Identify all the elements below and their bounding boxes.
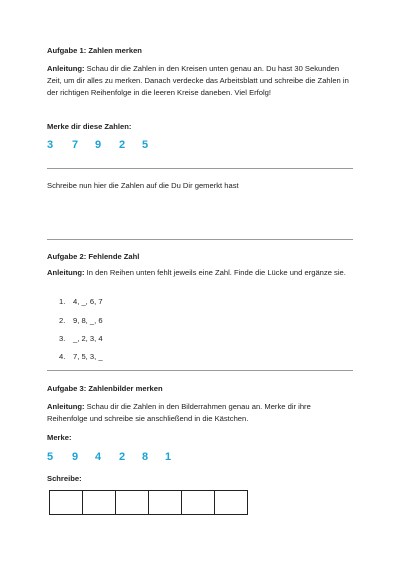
task1-number: 3 bbox=[47, 139, 54, 151]
task2-title: Aufgabe 2: Fehlende Zahl bbox=[47, 252, 140, 261]
answer-box[interactable] bbox=[49, 490, 83, 515]
task2-instruction-text: In den Reihen unten fehlt jeweils eine Zahl. Finde die Lücke und ergänze sie. bbox=[84, 268, 346, 277]
task2-instruction bbox=[47, 267, 353, 279]
divider bbox=[47, 168, 353, 169]
task3-instruction-text: Schau dir die Zahlen in den Bilderrahmen genau an. Merke dir ihre Reihenfolge und schreibe sie anschließend in die Kästchen. bbox=[47, 402, 311, 424]
answer-box[interactable] bbox=[181, 490, 215, 515]
answer-box[interactable] bbox=[148, 490, 182, 515]
divider bbox=[47, 370, 353, 371]
list-item-sequence: 9, 8, _, 6 bbox=[73, 316, 103, 325]
list-item-number: 1. bbox=[59, 297, 66, 306]
task2-instruction-label: Anleitung: bbox=[47, 268, 85, 277]
task3-write-label: Schreibe: bbox=[47, 474, 82, 483]
task3-number: 8 bbox=[142, 451, 149, 463]
task1-instruction-label: Anleitung: bbox=[47, 64, 85, 73]
list-item-number: 4. bbox=[59, 352, 66, 361]
list-item-sequence: 7, 5, 3, _ bbox=[73, 352, 103, 361]
task3-instruction-label: Anleitung: bbox=[47, 402, 85, 411]
task3-number: 1 bbox=[165, 451, 172, 463]
task1-instruction bbox=[47, 63, 353, 100]
task3-title: Aufgabe 3: Zahlenbilder merken bbox=[47, 384, 163, 393]
task1-title: Aufgabe 1: Zahlen merken bbox=[47, 46, 142, 55]
task1-memorize-label: Merke dir diese Zahlen: bbox=[47, 122, 132, 131]
task1-number: 2 bbox=[119, 139, 126, 151]
list-item-sequence: 4, _, 6, 7 bbox=[73, 297, 103, 306]
task3-number: 4 bbox=[95, 451, 102, 463]
task3-number: 5 bbox=[47, 451, 54, 463]
answer-box[interactable] bbox=[82, 490, 116, 515]
task3-number: 2 bbox=[119, 451, 126, 463]
divider bbox=[47, 239, 353, 240]
task3-number: 9 bbox=[72, 451, 79, 463]
list-item-sequence: _, 2, 3, 4 bbox=[73, 334, 103, 343]
task1-number: 5 bbox=[142, 139, 149, 151]
list-item-number: 2. bbox=[59, 316, 66, 325]
task1-number: 7 bbox=[72, 139, 79, 151]
task1-write-label: Schreibe nun hier die Zahlen auf die Du Dir gemerkt hast bbox=[47, 181, 239, 190]
task1-number: 9 bbox=[95, 139, 102, 151]
task3-memorize-label: Merke: bbox=[47, 433, 72, 442]
answer-box[interactable] bbox=[214, 490, 248, 515]
task3-instruction bbox=[47, 401, 353, 425]
answer-boxes bbox=[49, 490, 248, 515]
answer-box[interactable] bbox=[115, 490, 149, 515]
task1-instruction-text: Schau dir die Zahlen in den Kreisen unten genau an. Du hast 30 Sekunden Zeit, um dir alles zu merken. Danach verdecke das Arbeitsblatt und schreibe die Zahlen in der richtigen Reihenfolge in die leeren Kreise daneben. Viel Erfolg! bbox=[47, 64, 349, 98]
list-item-number: 3. bbox=[59, 334, 66, 343]
